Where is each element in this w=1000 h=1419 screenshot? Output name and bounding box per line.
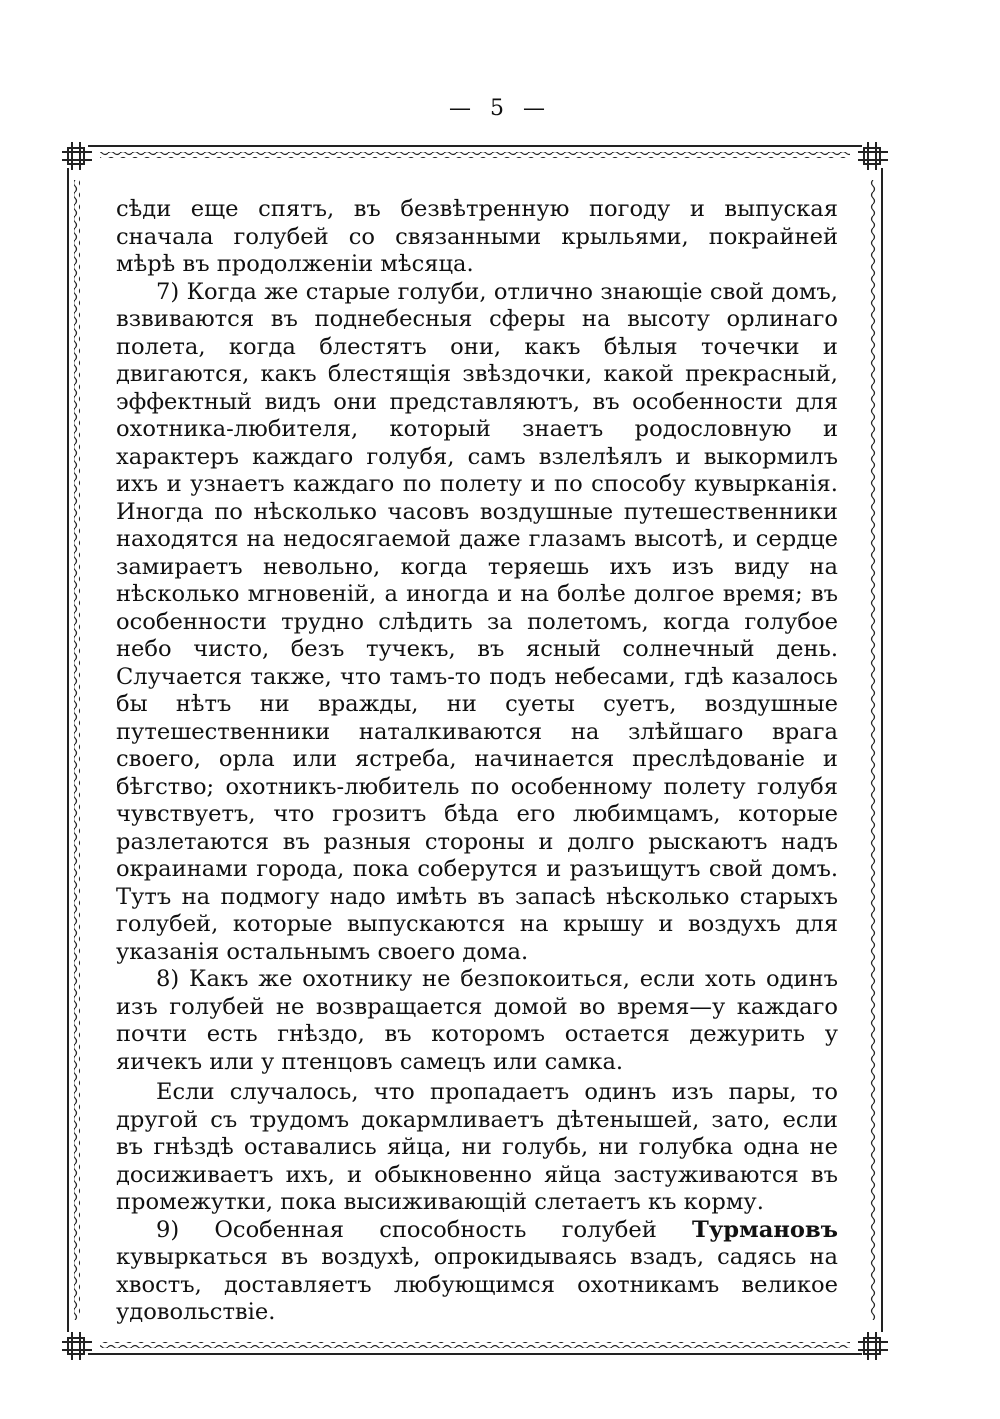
paragraph-8: 8) Какъ же охотнику не безпокоиться, если хоть одинъ изъ голубей не возвращается домой во время—у каждаго почти есть гнѣздо, въ которомъ остается дежурить у яичекъ или у птенцовъ самецъ или самка. bbox=[116, 966, 838, 1075]
paragraph-9 bbox=[116, 1217, 838, 1327]
text-block bbox=[116, 196, 838, 1327]
paragraph-continuation: сѣди еще спятъ, въ безвѣтренную погоду и выпуская сначала голубей со связанными крыльями, покрайней мѣрѣ въ продолженіи мѣсяца. bbox=[116, 196, 838, 277]
paragraph-9-end: кувыркаться въ воздухѣ, опрокидываясь взадъ, садясь на хвостъ, доставляетъ любующимся охотникамъ великое удовольствіе. bbox=[116, 1244, 838, 1325]
paragraph-8-continued: Если случалось, что пропадаетъ одинъ изъ пары, то другой съ трудомъ докармливаетъ дѣтенышей, зато, если въ гнѣздѣ оставались яйца, ни голубь, ни голубка одна не досиживаетъ ихъ, и обыкновенно яйца застуживаются въ промежутки, пока высиживающій слетаетъ къ корму. bbox=[116, 1079, 838, 1215]
paragraph-9-start: 9) Особенная способность голубей bbox=[156, 1216, 693, 1243]
breed-name: Турмановъ bbox=[692, 1216, 838, 1243]
page-number: — 5 — bbox=[449, 96, 551, 121]
paragraph-7: 7) Когда же старые голуби, отлично знающіе свой домъ, взвиваются въ поднебесныя сферы на высоту орлинаго полета, когда блестятъ они, какъ бѣлыя точечки и двигаются, какъ блестящія звѣздочки, какой прекрасный, эффектный видъ они представляютъ, въ особенности для охотника-любителя, который знаетъ родословную и характеръ каждаго голубя, самъ взлелѣялъ и выкормилъ ихъ и узнаетъ каждаго по полету и по способу кувырканія. Иногда по нѣсколько часовъ воздушные путешественники находятся на недосягаемой даже глазамъ высотѣ, и сердце замираетъ невольно, когда теряешь ихъ изъ виду на нѣсколько мгновеній, а иногда и на болѣе долгое время; въ особенности трудно слѣдить за полетомъ, когда голубое небо чисто, безъ тучекъ, въ ясный солнечный день. Случается также, что тамъ-то подъ небесами, гдѣ казалось бы нѣтъ ни вражды, ни суеты суетъ, воздушные путешественники наталкиваются на злѣйшаго врага своего, орла или ястреба, начинается преслѣдованіе и бѣгство; охотникъ-любитель по особенному полету голубя чувствуетъ, что грозитъ бѣда его любимцамъ, которые разлетаются въ разныя стороны и долго рыскаютъ надъ окраинами города, пока соберутся и разъищутъ свой домъ. Тутъ на подмогу надо имѣть въ запасѣ нѣсколько старыхъ голубей, которые выпускаются на крышу и воздухъ для указанія остальнымъ своего дома. bbox=[116, 278, 838, 965]
